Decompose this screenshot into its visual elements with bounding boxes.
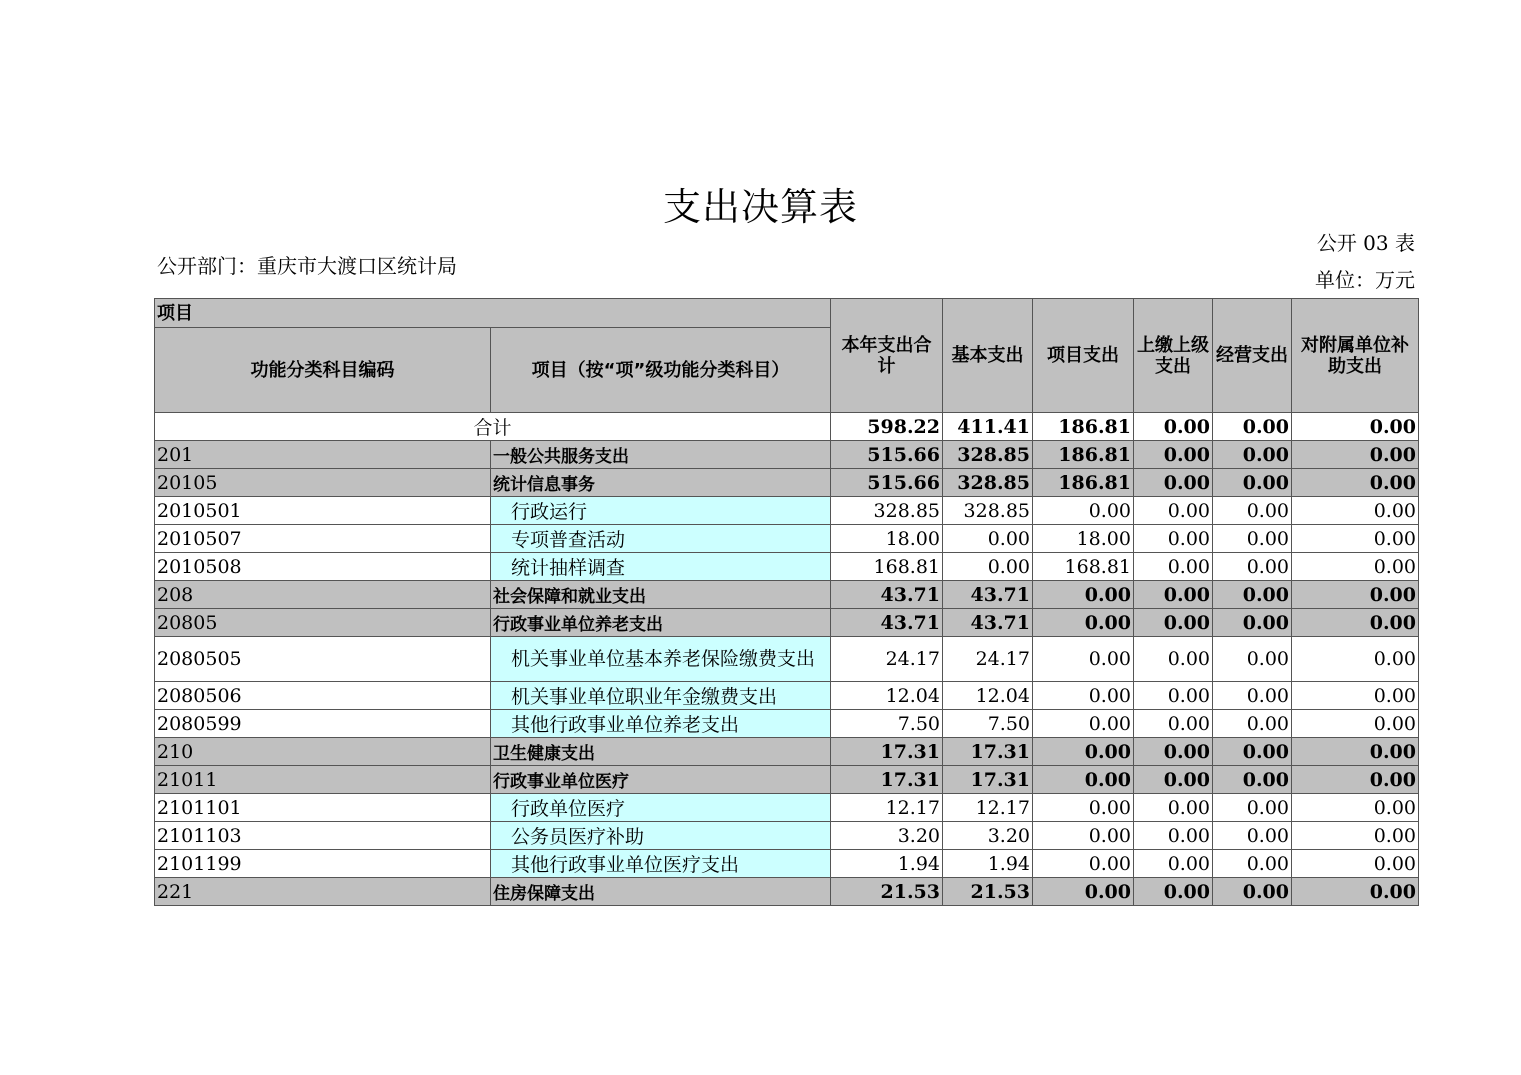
row-value: 12.17 <box>943 794 1033 822</box>
header-upper: 上缴上级支出 <box>1134 299 1213 413</box>
row-code: 208 <box>155 581 491 609</box>
row-value: 0.00 <box>1213 441 1292 469</box>
row-value: 0.00 <box>1213 637 1292 682</box>
row-value: 0.00 <box>1213 525 1292 553</box>
row-value: 168.81 <box>831 553 943 581</box>
row-value: 0.00 <box>1033 609 1134 637</box>
row-value: 411.41 <box>943 413 1033 441</box>
row-value: 0.00 <box>943 525 1033 553</box>
row-value: 21.53 <box>831 878 943 906</box>
row-value: 0.00 <box>1033 497 1134 525</box>
table-row <box>155 766 1419 794</box>
row-value: 186.81 <box>1033 441 1134 469</box>
row-value: 0.00 <box>1292 553 1419 581</box>
row-name: 机关事业单位基本养老保险缴费支出 <box>491 637 831 682</box>
row-value: 0.00 <box>1292 850 1419 878</box>
row-value: 0.00 <box>1213 682 1292 710</box>
row-value: 43.71 <box>943 581 1033 609</box>
table-body <box>155 413 1419 906</box>
unit-label: 单位：万元 <box>1315 268 1415 292</box>
row-value: 0.00 <box>1134 497 1213 525</box>
row-value: 0.00 <box>1213 581 1292 609</box>
row-value: 186.81 <box>1033 413 1134 441</box>
row-value: 17.31 <box>943 766 1033 794</box>
row-value: 0.00 <box>1033 710 1134 738</box>
row-value: 0.00 <box>1134 766 1213 794</box>
row-value: 0.00 <box>1134 878 1213 906</box>
row-value: 0.00 <box>1134 710 1213 738</box>
table-row <box>155 738 1419 766</box>
row-name: 卫生健康支出 <box>491 738 831 766</box>
row-value: 0.00 <box>943 553 1033 581</box>
row-value: 0.00 <box>1292 413 1419 441</box>
row-value: 0.00 <box>1033 766 1134 794</box>
row-code: 20105 <box>155 469 491 497</box>
row-value: 0.00 <box>1292 878 1419 906</box>
row-name: 统计信息事务 <box>491 469 831 497</box>
table-row <box>155 850 1419 878</box>
row-value: 328.85 <box>943 469 1033 497</box>
row-code: 2080505 <box>155 637 491 682</box>
row-code: 2080506 <box>155 682 491 710</box>
row-value: 17.31 <box>831 766 943 794</box>
header-total: 本年支出合计 <box>831 299 943 413</box>
row-value: 12.04 <box>943 682 1033 710</box>
row-code: 2080599 <box>155 710 491 738</box>
row-value: 515.66 <box>831 469 943 497</box>
row-value: 0.00 <box>1292 637 1419 682</box>
table-row <box>155 822 1419 850</box>
row-code: 2010501 <box>155 497 491 525</box>
row-code: 2101199 <box>155 850 491 878</box>
row-name: 其他行政事业单位医疗支出 <box>491 850 831 878</box>
row-value: 0.00 <box>1213 710 1292 738</box>
row-value: 18.00 <box>831 525 943 553</box>
row-value: 17.31 <box>943 738 1033 766</box>
row-name: 行政单位医疗 <box>491 794 831 822</box>
row-value: 328.85 <box>831 497 943 525</box>
row-value: 0.00 <box>1033 581 1134 609</box>
row-name: 行政运行 <box>491 497 831 525</box>
row-name: 住房保障支出 <box>491 878 831 906</box>
row-value: 0.00 <box>1033 878 1134 906</box>
row-value: 0.00 <box>1213 766 1292 794</box>
table-row <box>155 609 1419 637</box>
row-value: 0.00 <box>1213 794 1292 822</box>
row-value: 43.71 <box>831 609 943 637</box>
row-value: 328.85 <box>943 441 1033 469</box>
row-name: 一般公共服务支出 <box>491 441 831 469</box>
row-name: 机关事业单位职业年金缴费支出 <box>491 682 831 710</box>
row-value: 0.00 <box>1213 850 1292 878</box>
row-name: 社会保障和就业支出 <box>491 581 831 609</box>
table-row <box>155 441 1419 469</box>
row-code: 2010508 <box>155 553 491 581</box>
row-value: 0.00 <box>1134 525 1213 553</box>
row-name: 其他行政事业单位养老支出 <box>491 710 831 738</box>
row-value: 598.22 <box>831 413 943 441</box>
row-value: 0.00 <box>1292 682 1419 710</box>
row-value: 18.00 <box>1033 525 1134 553</box>
row-value: 24.17 <box>943 637 1033 682</box>
row-value: 0.00 <box>1292 441 1419 469</box>
row-value: 0.00 <box>1033 682 1134 710</box>
row-name: 统计抽样调查 <box>491 553 831 581</box>
row-value: 7.50 <box>831 710 943 738</box>
row-value: 515.66 <box>831 441 943 469</box>
row-value: 12.17 <box>831 794 943 822</box>
row-value: 0.00 <box>1292 581 1419 609</box>
row-value: 0.00 <box>1213 822 1292 850</box>
row-value: 0.00 <box>1134 738 1213 766</box>
row-value: 1.94 <box>831 850 943 878</box>
row-value: 186.81 <box>1033 469 1134 497</box>
row-code: 2010507 <box>155 525 491 553</box>
row-value: 7.50 <box>943 710 1033 738</box>
row-value: 0.00 <box>1033 738 1134 766</box>
row-name: 公务员医疗补助 <box>491 822 831 850</box>
header-project: 项目 <box>155 299 831 328</box>
row-value: 0.00 <box>1213 469 1292 497</box>
row-value: 0.00 <box>1213 413 1292 441</box>
header-business: 经营支出 <box>1213 299 1292 413</box>
table-row <box>155 878 1419 906</box>
row-value: 0.00 <box>1033 637 1134 682</box>
row-value: 328.85 <box>943 497 1033 525</box>
row-name: 行政事业单位养老支出 <box>491 609 831 637</box>
row-code: 21011 <box>155 766 491 794</box>
header-project-expenditure: 项目支出 <box>1033 299 1134 413</box>
row-value: 0.00 <box>1134 637 1213 682</box>
row-value: 43.71 <box>943 609 1033 637</box>
row-value: 0.00 <box>1134 682 1213 710</box>
row-value: 0.00 <box>1134 794 1213 822</box>
row-value: 0.00 <box>1292 525 1419 553</box>
row-value: 0.00 <box>1292 766 1419 794</box>
row-value: 0.00 <box>1213 878 1292 906</box>
header-name: 项目（按“项”级功能分类科目） <box>491 328 831 413</box>
row-code: 2101101 <box>155 794 491 822</box>
row-code: 210 <box>155 738 491 766</box>
table-row <box>155 413 1419 441</box>
row-value: 0.00 <box>1033 794 1134 822</box>
row-value: 0.00 <box>1213 497 1292 525</box>
row-value: 0.00 <box>1292 710 1419 738</box>
row-value: 0.00 <box>1134 413 1213 441</box>
row-name: 行政事业单位医疗 <box>491 766 831 794</box>
row-code: 2101103 <box>155 822 491 850</box>
table-row <box>155 525 1419 553</box>
row-value: 0.00 <box>1292 469 1419 497</box>
row-value: 0.00 <box>1213 609 1292 637</box>
row-value: 0.00 <box>1134 553 1213 581</box>
header-code: 功能分类科目编码 <box>155 328 491 413</box>
row-value: 0.00 <box>1134 850 1213 878</box>
row-value: 168.81 <box>1033 553 1134 581</box>
table-row <box>155 469 1419 497</box>
total-label: 合计 <box>155 413 831 441</box>
row-value: 0.00 <box>1292 738 1419 766</box>
row-value: 24.17 <box>831 637 943 682</box>
table-row <box>155 794 1419 822</box>
row-value: 0.00 <box>1134 609 1213 637</box>
form-number: 公开 03 表 <box>1316 231 1415 255</box>
table-row <box>155 682 1419 710</box>
page-title: 支出决算表 <box>662 185 858 229</box>
row-value: 17.31 <box>831 738 943 766</box>
row-value: 0.00 <box>1213 553 1292 581</box>
table-row <box>155 710 1419 738</box>
table-row <box>155 553 1419 581</box>
row-value: 0.00 <box>1134 822 1213 850</box>
row-value: 0.00 <box>1134 441 1213 469</box>
row-value: 0.00 <box>1134 469 1213 497</box>
row-value: 0.00 <box>1292 794 1419 822</box>
row-value: 0.00 <box>1033 822 1134 850</box>
header-basic: 基本支出 <box>943 299 1033 413</box>
row-value: 43.71 <box>831 581 943 609</box>
row-value: 0.00 <box>1033 850 1134 878</box>
table-row <box>155 581 1419 609</box>
row-value: 0.00 <box>1292 822 1419 850</box>
row-value: 0.00 <box>1213 738 1292 766</box>
row-value: 3.20 <box>831 822 943 850</box>
department-label: 公开部门：重庆市大渡口区统计局 <box>157 254 457 278</box>
row-value: 12.04 <box>831 682 943 710</box>
row-code: 201 <box>155 441 491 469</box>
row-value: 21.53 <box>943 878 1033 906</box>
row-value: 0.00 <box>1292 497 1419 525</box>
row-value: 0.00 <box>1292 609 1419 637</box>
row-value: 0.00 <box>1134 581 1213 609</box>
table-row <box>155 497 1419 525</box>
row-code: 20805 <box>155 609 491 637</box>
row-value: 3.20 <box>943 822 1033 850</box>
row-code: 221 <box>155 878 491 906</box>
row-value: 1.94 <box>943 850 1033 878</box>
expenditure-table <box>154 298 1419 906</box>
row-name: 专项普查活动 <box>491 525 831 553</box>
table-row <box>155 637 1419 682</box>
header-subsidiary: 对附属单位补助支出 <box>1292 299 1419 413</box>
